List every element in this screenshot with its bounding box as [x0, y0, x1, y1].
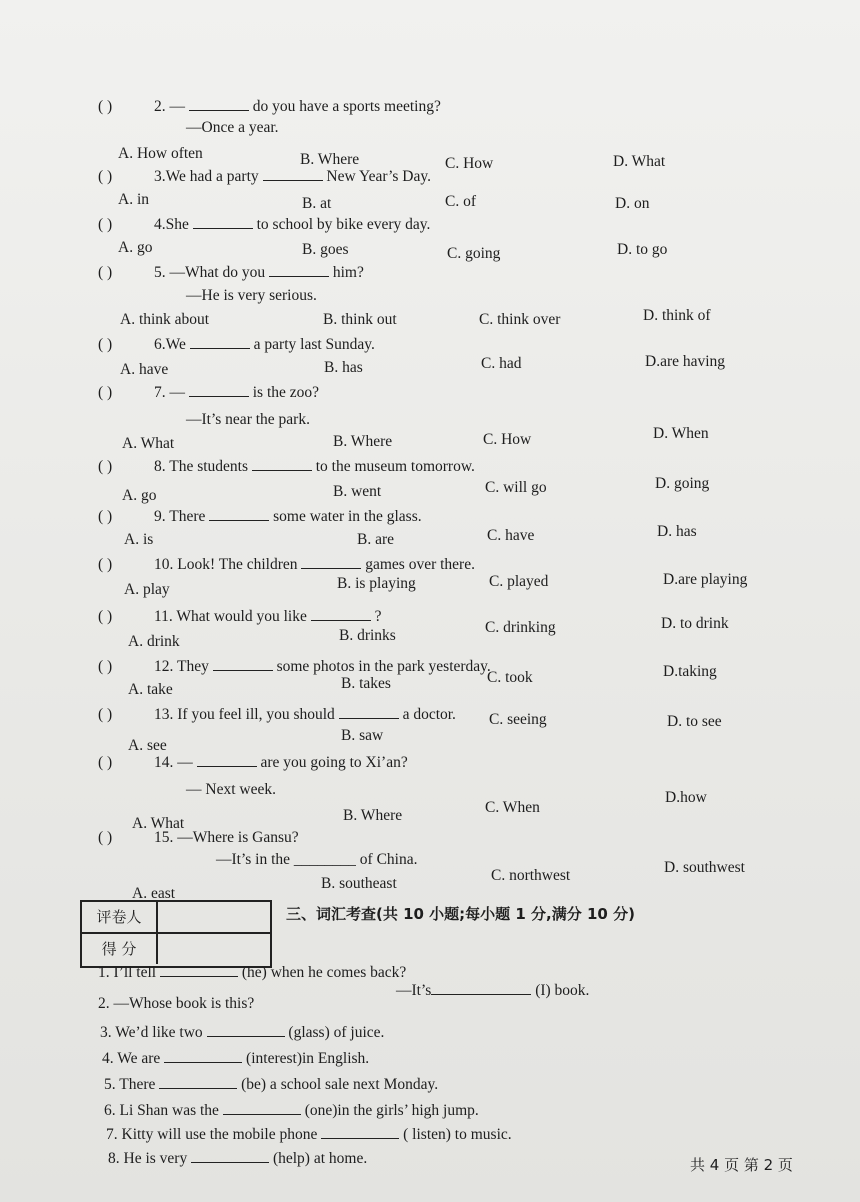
question-stem — [98, 456, 475, 477]
vocab-hint: (help) at home. — [272, 1150, 368, 1167]
question-stem — [98, 214, 430, 235]
score-box — [80, 900, 272, 968]
dialogue-reply: — Next week. — [186, 781, 276, 798]
vocab-item — [104, 1100, 479, 1121]
option-b[interactable]: B. saw — [341, 727, 384, 744]
question-text: 2. — — [154, 98, 185, 115]
option-c[interactable]: C. played — [489, 573, 549, 590]
question-text: 12. They — [154, 658, 209, 675]
option-c[interactable]: C. seeing — [489, 711, 547, 728]
answer-bracket[interactable]: ( ) — [98, 754, 113, 771]
option-c[interactable]: C. have — [487, 527, 535, 544]
question-text: 5. —What do you — [154, 264, 266, 281]
option-c[interactable]: C. When — [485, 799, 540, 816]
question-text: 7. — — [154, 384, 185, 401]
option-d[interactable]: D. going — [655, 475, 710, 492]
question-tail: ? — [374, 608, 382, 625]
question-tail: do you have a sports meeting? — [252, 98, 441, 115]
option-c[interactable]: C. had — [481, 355, 522, 372]
question-text: 8. The students — [154, 458, 248, 475]
answer-blank[interactable] — [193, 214, 253, 229]
question-stem — [98, 752, 408, 773]
answer-blank[interactable] — [189, 96, 249, 111]
option-b[interactable]: B. Where — [300, 151, 360, 168]
dialogue-reply: —Once a year. — [186, 119, 279, 136]
option-a[interactable]: A. in — [118, 191, 149, 208]
answer-blank[interactable] — [197, 752, 257, 767]
score-label: 得 分 — [82, 934, 158, 964]
option-d[interactable]: D.taking — [663, 663, 717, 680]
vocab-blank[interactable] — [160, 962, 238, 977]
question-tail: some water in the glass. — [273, 508, 422, 525]
answer-blank[interactable] — [311, 606, 371, 621]
vocab-blank[interactable] — [223, 1100, 301, 1115]
question-stem — [98, 506, 422, 527]
option-a[interactable]: A. How often — [118, 145, 203, 162]
option-d[interactable]: D. When — [653, 425, 709, 442]
answer-bracket[interactable]: ( ) — [98, 556, 113, 573]
option-d[interactable]: D.how — [665, 789, 707, 806]
question-stem — [98, 606, 381, 627]
answer-blank[interactable] — [263, 166, 323, 181]
question-stem — [98, 828, 299, 848]
vocab-hint: ( listen) to music. — [403, 1126, 512, 1143]
option-c[interactable]: C. How — [483, 431, 532, 448]
option-a[interactable]: A. go — [122, 487, 157, 504]
answer-bracket[interactable]: ( ) — [98, 264, 113, 281]
dialogue-reply: —It’s near the park. — [186, 411, 310, 428]
dialogue-reply: —He is very serious. — [186, 287, 317, 304]
answer-bracket[interactable]: ( ) — [98, 829, 113, 846]
option-d[interactable]: D.are playing — [663, 571, 748, 588]
question-stem — [98, 166, 431, 187]
option-b[interactable]: B. went — [333, 483, 382, 500]
vocab-prompt: 7. Kitty will use the mobile phone — [106, 1126, 318, 1143]
vocab-hint: (interest)in English. — [246, 1050, 370, 1067]
answer-blank[interactable] — [190, 334, 250, 349]
answer-bracket[interactable]: ( ) — [98, 658, 113, 675]
option-b[interactable]: B. drinks — [339, 627, 396, 644]
vocab-item — [98, 994, 254, 1014]
vocab-item — [106, 1124, 512, 1145]
question-text: 9. There — [154, 508, 206, 525]
vocab-blank[interactable] — [207, 1022, 285, 1037]
answer-blank[interactable] — [213, 656, 273, 671]
option-b[interactable]: B. think out — [323, 311, 397, 328]
option-c[interactable]: C. think over — [479, 311, 561, 328]
vocab-blank[interactable] — [159, 1074, 237, 1089]
vocab-hint: (he) when he comes back? — [241, 964, 407, 981]
option-b[interactable]: B. Where — [343, 807, 403, 824]
answer-bracket[interactable]: ( ) — [98, 508, 113, 525]
reviewer-label: 评卷人 — [82, 902, 158, 932]
vocab-prompt: 2. —Whose book is this? — [98, 995, 255, 1012]
option-b[interactable]: B. are — [357, 531, 395, 548]
answer-bracket[interactable]: ( ) — [98, 168, 113, 185]
vocab-hint: (be) a school sale next Monday. — [241, 1076, 439, 1093]
question-stem — [98, 554, 475, 575]
option-a[interactable]: A. see — [128, 737, 167, 754]
option-c[interactable]: C. How — [445, 155, 494, 172]
option-d[interactable]: D. think of — [643, 307, 711, 324]
question-tail: New Year’s Day. — [326, 168, 431, 185]
question-tail: to the museum tomorrow. — [315, 458, 475, 475]
question-text: 6.We — [154, 336, 186, 353]
option-a[interactable]: A. take — [128, 681, 173, 698]
question-tail: games over there. — [365, 556, 475, 573]
option-a[interactable]: A. What — [122, 435, 175, 452]
vocab-item — [102, 1048, 369, 1069]
option-a[interactable]: A. What — [132, 815, 185, 832]
option-b[interactable]: B. has — [324, 359, 363, 376]
answer-bracket[interactable]: ( ) — [98, 216, 113, 233]
option-d[interactable]: D. to drink — [661, 615, 729, 632]
option-c[interactable]: C. going — [447, 245, 501, 262]
question-stem — [98, 656, 491, 677]
option-c[interactable]: C. took — [487, 669, 533, 686]
answer-bracket[interactable]: ( ) — [98, 608, 113, 625]
answer-bracket[interactable]: ( ) — [98, 98, 113, 115]
vocab-prompt: 3. We’d like two — [100, 1024, 203, 1041]
question-stem — [98, 334, 375, 355]
answer-blank[interactable] — [339, 704, 399, 719]
vocab-item-2-reply — [396, 980, 589, 1001]
answer-blank[interactable] — [301, 554, 361, 569]
answer-blank[interactable] — [252, 456, 312, 471]
answer-blank[interactable] — [189, 382, 249, 397]
answer-blank[interactable] — [269, 262, 329, 277]
question-text: 15. —Where is Gansu? — [154, 829, 299, 846]
option-d[interactable]: D. southwest — [664, 859, 745, 876]
option-c[interactable]: C. northwest — [491, 867, 571, 884]
option-b[interactable]: B. southeast — [321, 875, 397, 892]
vocab-blank[interactable] — [191, 1148, 269, 1163]
vocab-prompt: —It’s — [396, 982, 432, 999]
answer-bracket[interactable]: ( ) — [98, 458, 113, 475]
page-number: 共 4 页 第 2 页 — [690, 1156, 793, 1174]
question-stem — [98, 262, 364, 283]
option-d[interactable]: D. to see — [667, 713, 722, 730]
vocab-hint: (I) book. — [535, 982, 590, 999]
option-a[interactable]: A. east — [132, 885, 176, 902]
option-a[interactable]: A. go — [118, 239, 153, 256]
question-stem — [98, 382, 319, 403]
answer-bracket[interactable]: ( ) — [98, 384, 113, 401]
option-d[interactable]: D. has — [657, 523, 697, 540]
option-a[interactable]: A. drink — [128, 633, 180, 650]
question-tail: him? — [332, 264, 364, 281]
question-tail: some photos in the park yesterday. — [276, 658, 491, 675]
question-tail: to school by bike every day. — [256, 216, 431, 233]
option-a[interactable]: A. think about — [120, 311, 210, 328]
vocab-prompt: 5. There — [104, 1076, 156, 1093]
vocab-hint: (glass) of juice. — [288, 1024, 385, 1041]
vocab-item — [100, 1022, 384, 1043]
question-text: 10. Look! The children — [154, 556, 298, 573]
question-tail: is the zoo? — [252, 384, 320, 401]
vocab-blank[interactable] — [431, 980, 531, 995]
option-a[interactable]: A. is — [124, 531, 154, 548]
question-tail: are you going to Xi’an? — [260, 754, 408, 771]
question-stem — [98, 96, 441, 117]
option-c[interactable]: C. drinking — [485, 619, 556, 636]
vocab-prompt: 4. We are — [102, 1050, 161, 1067]
option-a[interactable]: A. have — [120, 361, 169, 378]
question-tail: a doctor. — [402, 706, 456, 723]
vocab-item — [104, 1074, 438, 1095]
vocab-prompt: 1. I’ll tell — [98, 964, 157, 981]
vocab-blank[interactable] — [321, 1124, 399, 1139]
answer-bracket[interactable]: ( ) — [98, 706, 113, 723]
option-a[interactable]: A. play — [124, 581, 170, 598]
option-d[interactable]: D. on — [615, 195, 650, 212]
vocab-blank[interactable] — [164, 1048, 242, 1063]
option-b[interactable]: B. at — [302, 195, 332, 212]
question-stem — [98, 704, 456, 725]
vocab-item — [98, 962, 406, 983]
vocab-prompt: 6. Li Shan was the — [104, 1102, 219, 1119]
question-text: 11. What would you like — [154, 608, 307, 625]
option-d[interactable]: D. What — [613, 153, 666, 170]
dialogue-reply: —It’s in the ________ of China. — [216, 851, 418, 868]
option-d[interactable]: D.are having — [645, 353, 726, 370]
answer-blank[interactable] — [209, 506, 269, 521]
vocab-prompt: 8. He is very — [108, 1150, 188, 1167]
vocab-item — [108, 1148, 367, 1169]
score-box-row-score — [82, 934, 270, 964]
option-b[interactable]: B. Where — [333, 433, 393, 450]
score-box-row-reviewer — [82, 902, 270, 934]
option-c[interactable]: C. of — [445, 193, 476, 210]
question-text: 13. If you feel ill, you should — [154, 706, 335, 723]
section-three-heading: 三、词汇考查(共 10 小题;每小题 1 分,满分 10 分) — [286, 905, 635, 923]
option-d[interactable]: D. to go — [617, 241, 668, 258]
question-text: 4.She — [154, 216, 189, 233]
option-b[interactable]: B. is playing — [337, 575, 416, 592]
question-text: 3.We had a party — [154, 168, 259, 185]
option-c[interactable]: C. will go — [485, 479, 547, 496]
option-b[interactable]: B. takes — [341, 675, 391, 692]
vocab-hint: (one)in the girls’ high jump. — [304, 1102, 479, 1119]
question-text: 14. — — [154, 754, 193, 771]
option-b[interactable]: B. goes — [302, 241, 349, 258]
question-tail: a party last Sunday. — [253, 336, 375, 353]
answer-bracket[interactable]: ( ) — [98, 336, 113, 353]
